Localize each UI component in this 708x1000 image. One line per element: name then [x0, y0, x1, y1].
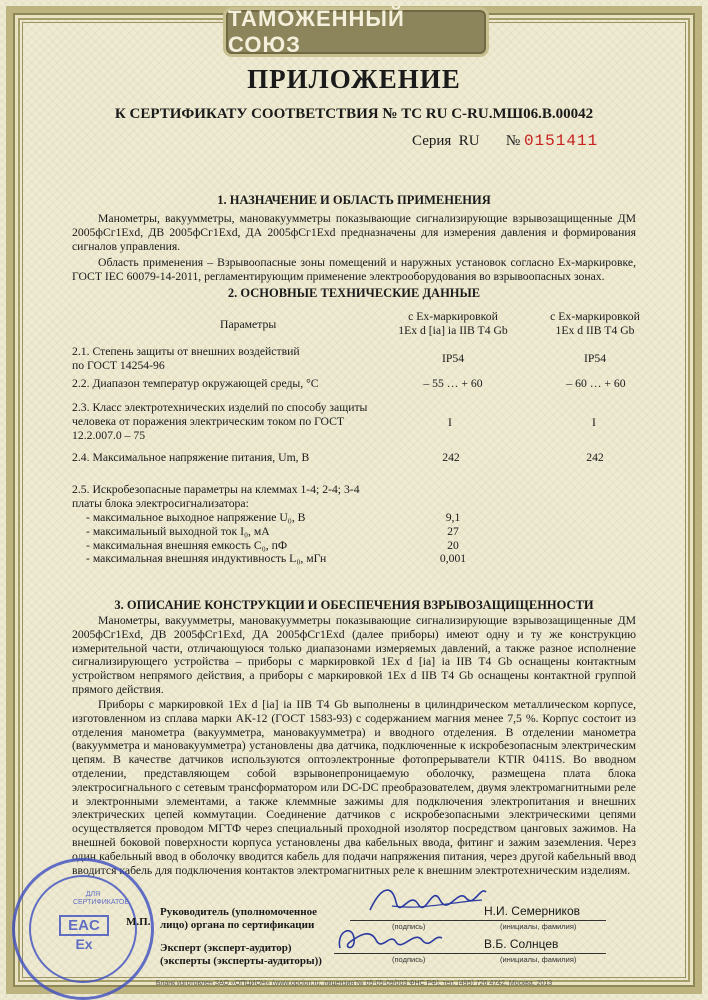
spark-params-values — [420, 511, 486, 566]
row-label-line: 2.5. Искробезопасные параметры на клеммах 1-4; 2-4; 3-4 — [72, 483, 360, 496]
param-value: 20 — [447, 538, 459, 552]
head-signature-caption: (подпись) — [392, 922, 426, 931]
stamp-center — [59, 915, 109, 952]
expert-signature-caption: (подпись) — [392, 955, 426, 964]
section3-paragraph2: Приборы с маркировкой 1Ex d [ia] ia IIB T4 Gb выполнены в цилиндрическом металлическом корпусе, изготовленном из сплава марки АК-12 (ГОСТ 1583-93) с содержанием магния менее 7,5 %. Корпус состоит из отделения манометра (вакуумметра, мановакуумметра) и вводного отделения. В отделении манометра (вакуумметра и мановакуумметра) установлены два датчика, подключенные к искробезопасным электрическим цепям. В качестве датчиков используются оптоэлектронные фотопрерыватели KTIR 0411S. Во вводном отделении, представляющем собой взрывонепроницаемую оболочку, размещена плата блока электросигнального с сетевым трансформатором или DC-DC преобразователем, двумя электромагнитными реле и электронными элементами, а также клеммные зажимы для подключения электропитания и внешних электрических цепей коммутации. Соединение датчиков с искробезопасными электрическими цепями осуществляется проводом МГТФ через специальный проходной изолятор посредством цанговых зажимов. На внешней боковой поверхности корпуса установлены два кабельных ввода, фитинг и зажим заземления. Через один кабельный ввод в оболочку вводится кабель для подачи напряжения питания, через другой кабельный ввод вводится кабель для подключения контактов электромагнитных реле к внешним электротехническим изделиям. — [72, 698, 636, 877]
expert-title-line1: Эксперт (эксперт-аудитор) — [160, 942, 292, 954]
param-value: 27 — [447, 524, 459, 538]
spark-params-labels — [86, 511, 326, 566]
section1-paragraph1: Манометры, вакуумметры, мановакуумметры показывающие сигнализирующие взрывозащищенные ДМ 2005фСг1Exd, ДВ 2005фСг1Exd, ДА 2005фСг1Exd предназначены для измерения давления и формирования сигналов управления. — [72, 212, 636, 253]
col-params-header: Параметры — [220, 318, 277, 331]
expert-name-line — [474, 953, 606, 954]
row-label-line: по ГОСТ 14254-96 — [72, 358, 165, 372]
row-value-col1: – 55 … + 60 — [423, 377, 483, 390]
col2-header — [520, 310, 670, 338]
certificate-line — [0, 106, 708, 123]
section1-paragraph2: Область применения – Взрывоопасные зоны помещений и наружных установок согласно Ех-маркировке, ГОСТ IEC 60079-14-2011, регламентирующим применение электрооборудования во взрывоопасных зонах. — [72, 256, 636, 283]
head-title-line1: Руководитель (уполномоченное — [160, 906, 317, 918]
row-label-line: 2.3. Класс электротехнических изделий по способу защиты — [72, 401, 368, 414]
expert-title — [160, 942, 322, 968]
col1-header-line2: 1Ex d [ia] ia IIB T4 Gb — [398, 323, 508, 337]
col1-header — [378, 310, 528, 338]
table-row — [72, 483, 360, 511]
param-label: - максимальное выходное напряжение U₀, В — [86, 511, 306, 524]
section1-heading: 1. НАЗНАЧЕНИЕ И ОБЛАСТЬ ПРИМЕНЕНИЯ — [217, 193, 491, 207]
table-row — [72, 345, 300, 373]
col2-header-line2: 1Ex d IIB T4 Gb — [555, 323, 635, 337]
head-title-line2: лицо) органа по сертификации — [160, 919, 315, 931]
table-row: 2.2. Диапазон температур окружающей среды, °С — [72, 377, 319, 390]
table-row: 2.4. Максимальное напряжение питания, Um, В — [72, 451, 310, 464]
eac-mark-icon: EAC — [59, 915, 109, 936]
row-value-col2: 242 — [586, 451, 604, 464]
series-value: RU — [458, 133, 480, 149]
page-title: ПРИЛОЖЕНИЕ — [247, 64, 461, 94]
row-value-col2: – 60 … + 60 — [566, 377, 626, 390]
expert-name-caption: (инициалы, фамилия) — [500, 955, 577, 964]
head-title — [160, 906, 317, 932]
banner-text: ТАМОЖЕННЫЙ СОЮЗ — [228, 6, 405, 57]
cert-number: RU С-RU.МШ06.В.00042 — [425, 106, 594, 122]
series-line — [412, 132, 598, 150]
seal-place-label: М.П. — [126, 916, 151, 928]
head-name: Н.И. Семерников — [484, 904, 580, 918]
expert-signature-icon — [330, 918, 450, 954]
expert-title-line2: (эксперты (эксперты-аудиторы)) — [160, 955, 322, 967]
form-number: 0151411 — [523, 132, 599, 150]
row-label-line: платы блока электросигнализатора: — [72, 496, 249, 510]
col2-header-line1: с Ех-маркировкой — [550, 310, 640, 323]
row-value-col1: 242 — [442, 451, 460, 464]
col1-header-line1: с Ех-маркировкой — [408, 310, 498, 323]
row-label-line: 2.1. Степень защиты от внешних воздействий — [72, 345, 300, 358]
head-name-line — [474, 920, 606, 921]
row-value-col2: I — [592, 416, 596, 429]
section3-heading: 3. ОПИСАНИЕ КОНСТРУКЦИИ И ОБЕСПЕЧЕНИЯ ВЗРЫВОЗАЩИЩЕННОСТИ — [114, 598, 594, 612]
param-label: - максимальная внешняя емкость C₀, пФ — [86, 538, 288, 552]
head-signature-icon — [362, 880, 492, 918]
certification-stamp — [12, 858, 154, 1000]
param-value: 9,1 — [445, 511, 461, 524]
ex-mark-icon: Ex — [75, 936, 93, 952]
row-value-col1: I — [448, 416, 452, 429]
number-label: № — [505, 133, 521, 149]
row-label-line: человека от поражения электрическим током по ГОСТ — [72, 414, 345, 428]
param-label: - максимальная внешняя индуктивность L₀, мГн — [86, 552, 327, 566]
section2-heading: 2. ОСНОВНЫЕ ТЕХНИЧЕСКИЕ ДАННЫЕ — [227, 286, 481, 300]
head-name-caption: (инициалы, фамилия) — [500, 922, 577, 931]
table-row — [72, 401, 408, 442]
expert-name: В.Б. Солнцев — [484, 937, 559, 951]
param-value: 0,001 — [439, 552, 467, 566]
row-value-col1: IP54 — [441, 352, 465, 365]
form-printer-footer: Бланк изготовлен ЗАО «ОПЦИОН» (www.opcion.ru, лицензия № 05-05-09/003 ФНС РФ), тел. (495) 726 4742, Москва, 2013 — [155, 980, 553, 987]
row-label-line: 12.2.007.0 – 75 — [72, 428, 146, 442]
row-value-col2: IP54 — [583, 352, 607, 365]
param-label: - максимальный выходной ток I₀, мА — [86, 524, 270, 538]
customs-union-banner — [226, 6, 486, 57]
series-label: Серия — [412, 133, 452, 149]
section3-paragraph1: Манометры, вакуумметры, мановакуумметры показывающие сигнализирующие взрывозащищенные ДМ 2005фСг1Exd, ДВ 2005фСг1Exd, ДА 2005фСг1Exd (далее приборы) имеют одну и ту же конструкцию измерительной части, отличающуюся только диапазонами измеряемых давлений, а также разное исполнение сигнализирующего устройства – приборы с маркировкой 1Ex d [ia] ia IIB T4 Gb оснащены контактным устройством непрямого действия, а приборы с маркировкой 1Ex d IIB T4 Gb оснащены контактной группой прямого действия. — [72, 614, 636, 696]
stamp-label: ДЛЯ СЕРТИФИКАТОВ — [73, 891, 130, 906]
cert-prefix: К СЕРТИФИКАТУ СООТВЕТСТВИЯ № ТС — [114, 106, 423, 122]
